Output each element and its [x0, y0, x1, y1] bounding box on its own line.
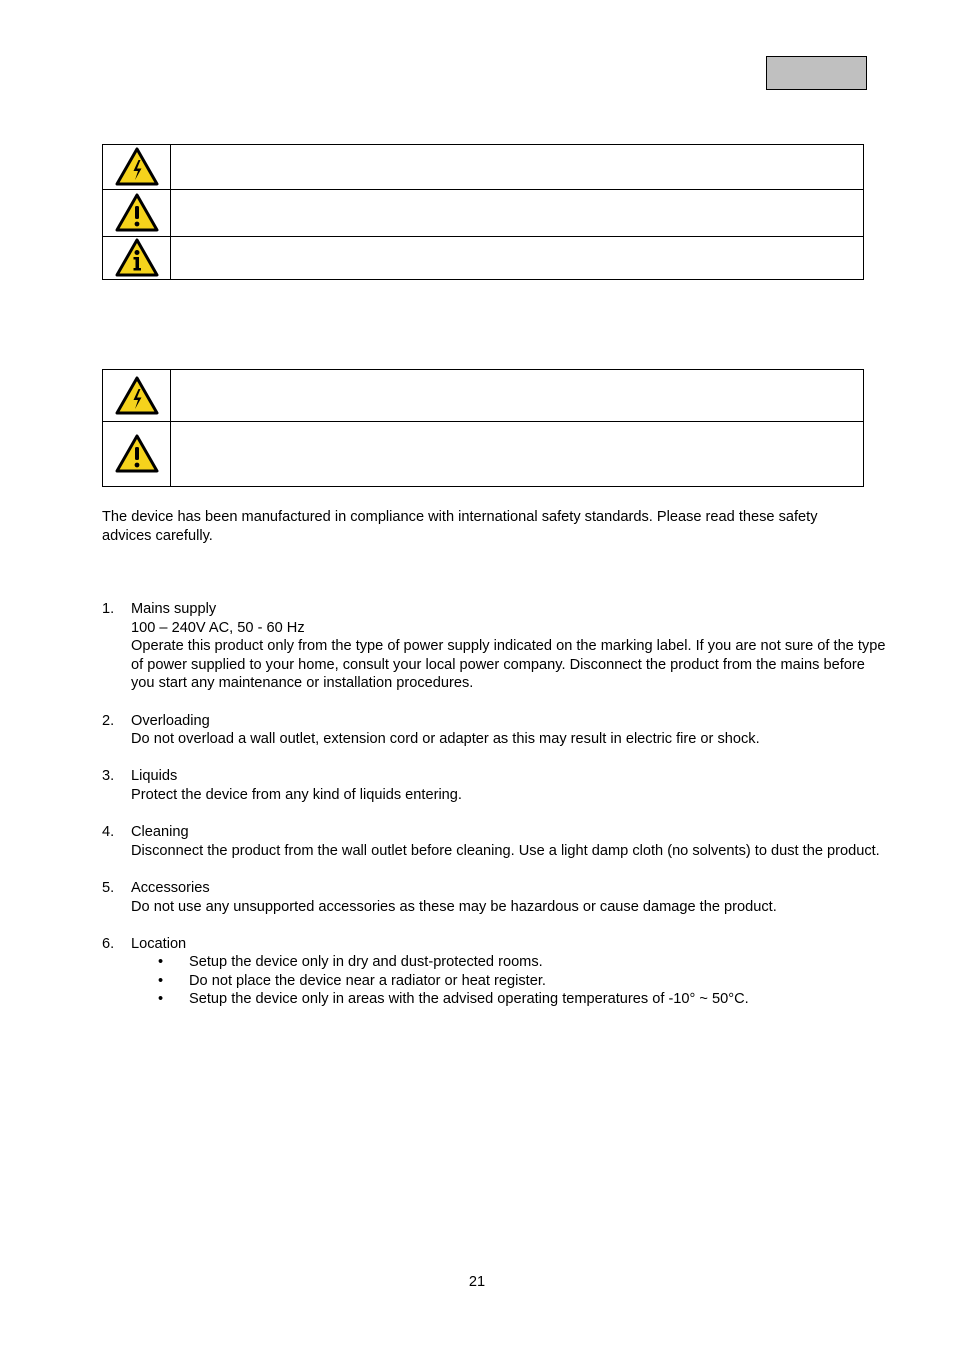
list-item [102, 712, 892, 749]
safety-advice-list [102, 600, 892, 1028]
bullet-icon: • [158, 954, 164, 971]
info-icon [115, 238, 159, 278]
item-text: Do not overload a wall outlet, extension cord or adapter as this may result in electric fire or shock. [131, 731, 760, 748]
list-item [102, 935, 892, 1009]
page-number: 21 [468, 1274, 486, 1290]
symbol-cell [103, 422, 171, 487]
location-bullet-list [131, 953, 892, 1009]
symbol-cell [103, 145, 171, 190]
lightning-warning-icon [115, 147, 159, 187]
list-item [102, 600, 892, 693]
warning-table [102, 369, 864, 487]
bullet-item [131, 972, 892, 991]
list-item [102, 767, 892, 804]
warning-description [171, 422, 864, 487]
exclamation-warning-icon [115, 193, 159, 233]
symbol-explanation-table [102, 144, 864, 280]
bullet-text: Do not place the device near a radiator or heat register. [189, 972, 546, 989]
exclamation-warning-icon [115, 434, 159, 474]
item-number: 1. [102, 601, 115, 617]
item-text: 100 – 240V AC, 50 - 60 Hz [131, 619, 305, 636]
item-text: Protect the device from any kind of liquids entering. [131, 786, 462, 803]
item-title: Accessories [131, 879, 210, 896]
item-number: 4. [102, 824, 115, 841]
language-tab [766, 56, 867, 90]
intro-paragraph: The device has been manufactured in compliance with international safety standards. Please read these safety advices carefully. [102, 509, 818, 544]
symbol-cell [103, 370, 171, 422]
item-title: Overloading [131, 712, 210, 729]
item-title: Liquids [131, 768, 178, 785]
symbol-description [171, 145, 864, 190]
item-number: 3. [102, 768, 115, 785]
item-title: Cleaning [131, 824, 189, 841]
list-item [102, 823, 892, 860]
item-number: 2. [102, 712, 115, 729]
bullet-text: Setup the device only in areas with the advised operating temperatures of -10° ~ 50°C. [189, 991, 749, 1008]
list-item [102, 879, 892, 916]
symbol-cell [103, 237, 171, 280]
bullet-icon: • [158, 991, 164, 1008]
item-title: Location [131, 935, 187, 952]
item-number: 6. [102, 935, 115, 952]
symbol-description [171, 237, 864, 280]
bullet-item [131, 953, 892, 972]
bullet-icon: • [158, 972, 164, 989]
lightning-warning-icon [115, 376, 159, 416]
bullet-item [131, 990, 892, 1009]
item-title: Mains supply [131, 601, 217, 617]
item-number: 5. [102, 879, 115, 896]
symbol-description [171, 190, 864, 237]
item-text: Do not use any unsupported accessories as these may be hazardous or cause damage the product. [131, 898, 777, 915]
warning-description [171, 370, 864, 422]
symbol-cell [103, 190, 171, 237]
bullet-text: Setup the device only in dry and dust-protected rooms. [189, 954, 543, 971]
item-text: Operate this product only from the type of power supply indicated on the marking label. If you are not sure of the type of power supplied to your home, consult your local power company. Disconnect the product from the mains before you start any maintenance or installation procedures. [131, 638, 886, 692]
item-text: Disconnect the product from the wall outlet before cleaning. Use a light damp cloth (no solvents) to dust the product. [131, 842, 880, 859]
